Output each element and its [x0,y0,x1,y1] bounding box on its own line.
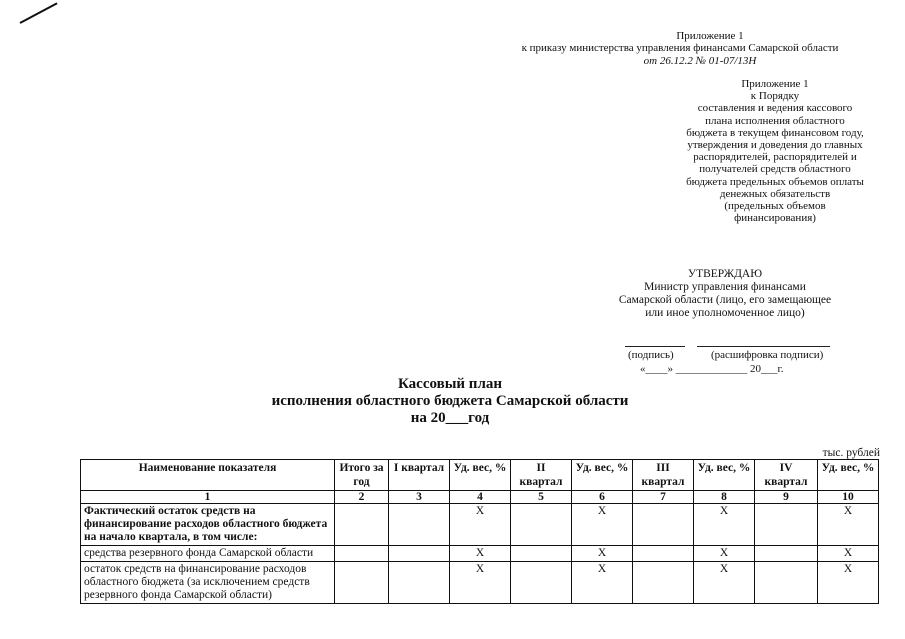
pen-mark [20,2,58,23]
decoding-label: (расшифровка подписи) [711,349,824,361]
appendix1-title: Приложение 1 [676,30,744,42]
appendix2-line: (предельных объемов [724,200,826,213]
column-number-cell: 8 [694,491,755,504]
table-cell: X [818,562,879,604]
approval-line-3: или иное уполномоченное лицо) [645,307,805,319]
table-header-cell: Уд. вес, % [818,460,879,491]
column-number-row [81,491,879,504]
title-line-3: на 20___год [410,410,490,426]
units-label: тыс. рублей [822,447,880,459]
table-header-row [81,460,879,491]
table-cell [511,504,572,546]
table-cell [755,504,818,546]
appendix2-line: утверждения и доведения до главных [687,139,863,152]
appendix2-line: Приложение 1 [741,78,809,90]
appendix2-line: к Порядку [750,90,800,103]
table-cell: X [572,562,633,604]
column-number-cell: 7 [633,491,694,504]
table-cell: X [572,546,633,562]
appendix2-line: денежных обязательств [719,187,831,200]
column-number-cell: 10 [818,491,879,504]
column-number-cell: 9 [755,491,818,504]
table-cell: X [694,562,755,604]
table-cell [511,562,572,604]
table-header-cell: Уд. вес, % [450,460,511,491]
table-cell [755,546,818,562]
appendix1-order: к приказу министерства управления финансами Самарской области [521,42,839,54]
column-number-cell: 4 [450,491,511,504]
appendix2-line: бюджета в текущем финансовом году, [686,126,864,139]
table-cell [389,562,450,604]
table-row [81,562,879,604]
approval-heading: УТВЕРЖДАЮ [687,268,763,280]
table-cell [633,504,694,546]
table-cell [633,562,694,604]
table-cell: X [818,546,879,562]
row-name-cell: остаток средств на финансирование расходов областного бюджета (за исключением средств резервного фонда Самарской области) [81,562,335,604]
table-cell [335,504,389,546]
table-header-cell: Наименование показателя [81,460,335,491]
table-header-cell: Итого за год [335,460,389,491]
column-number-cell: 6 [572,491,633,504]
table-row [81,546,879,562]
signature-line [625,346,685,347]
approval-line-1: Министр управления финансами [644,281,806,293]
table-row [81,504,879,546]
appendix2-line: плана исполнения областного [705,114,845,127]
appendix2-line: получателей средств областного [699,163,851,176]
approval-date-line: «____» _____________ 20___г. [640,363,784,375]
appendix1-date: от 26.12.2 № 01-07/13Н [643,55,757,67]
signature-label: (подпись) [628,349,674,361]
title-line-1: Кассовый план [397,376,503,392]
table-cell: X [694,546,755,562]
row-name-cell: Фактический остаток средств на финансирование расходов областного бюджета на начало квартала, в том числе: [81,504,335,546]
table-cell [335,562,389,604]
document-title [230,376,670,427]
table-cell: X [450,562,511,604]
table-cell [389,546,450,562]
table-cell: X [694,504,755,546]
table-header-cell: Уд. вес, % [694,460,755,491]
table-cell [335,546,389,562]
table-header-cell: II квартал [511,460,572,491]
table-header-cell: III квартал [633,460,694,491]
appendix2-line: составления и ведения кассового [697,102,853,115]
title-line-2: исполнения областного бюджета Самарской области [271,393,629,409]
table-cell [511,546,572,562]
column-number-cell: 3 [389,491,450,504]
table-cell [389,504,450,546]
table-cell: X [450,546,511,562]
table-cell: X [450,504,511,546]
approval-line-2: Самарской области (лицо, его замещающее [618,294,832,306]
table-header-cell: Уд. вес, % [572,460,633,491]
approval-block [600,268,850,320]
appendix2-line: бюджета предельных объемов оплаты [686,175,864,188]
appendix2-block [660,78,890,224]
appendix2-line: финансирования) [734,212,816,225]
table-header-cell: I квартал [389,460,450,491]
appendix2-line: распорядителей, распорядителей и [693,151,857,164]
row-name-cell: средства резервного фонда Самарской области [81,546,335,562]
column-number-cell: 1 [81,491,335,504]
table-cell [633,546,694,562]
table-cell [755,562,818,604]
column-number-cell: 5 [511,491,572,504]
table-cell: X [572,504,633,546]
table-header-cell: IV квартал [755,460,818,491]
table-cell: X [818,504,879,546]
decoding-line [697,346,830,347]
cash-plan-table [80,459,879,604]
column-number-cell: 2 [335,491,389,504]
